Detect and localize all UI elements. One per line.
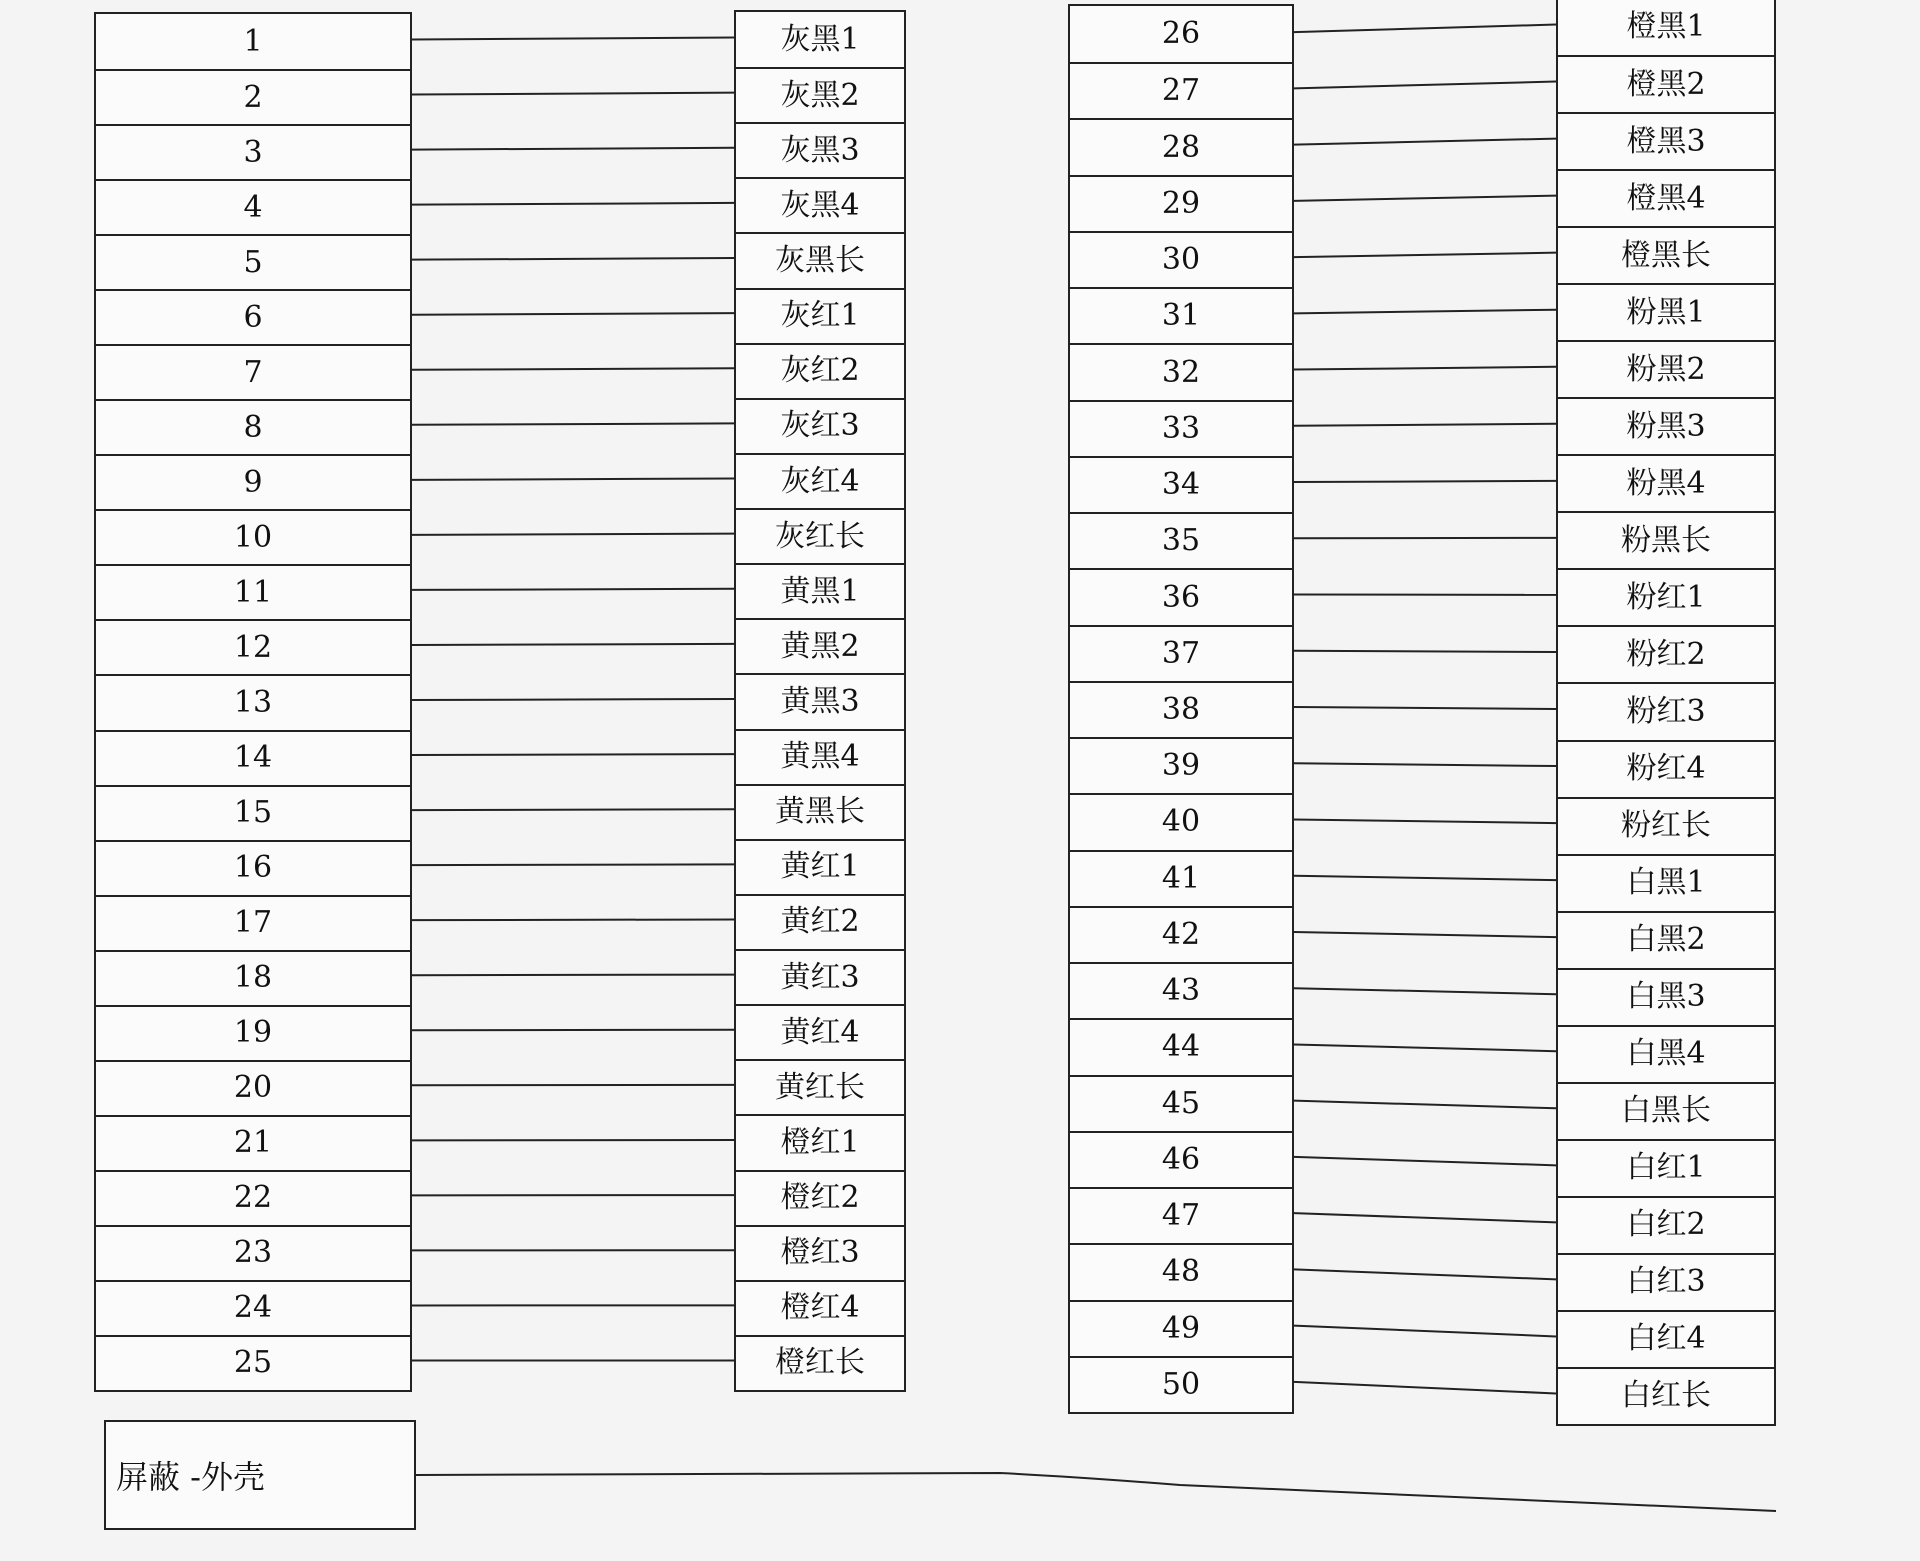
connection-line xyxy=(412,1030,734,1031)
pin-cell: 18 xyxy=(96,950,410,1005)
connection-line xyxy=(412,864,734,865)
wire-color-cell: 白黑1 xyxy=(1558,854,1774,911)
shield-label: 屏蔽 -外壳 xyxy=(116,1458,265,1496)
wire-color-cell: 白黑2 xyxy=(1558,911,1774,968)
connection-line xyxy=(1294,651,1556,652)
connection-line xyxy=(412,258,734,260)
pin-cell: 19 xyxy=(96,1005,410,1060)
wire-color-cell: 橙黑2 xyxy=(1558,55,1774,112)
connection-line xyxy=(412,479,734,480)
connection-line xyxy=(412,699,734,700)
wire-color-cell: 黄红长 xyxy=(736,1059,904,1114)
pin-cell: 1 xyxy=(243,23,263,59)
wire-color-cell: 黄黑长 xyxy=(736,784,904,839)
pin-cell: 34 xyxy=(1070,456,1292,512)
wire-color-cell: 橙黑3 xyxy=(1558,112,1774,169)
pin-cell: 26 xyxy=(1161,16,1201,52)
pin-column-right xyxy=(1068,4,1294,1414)
wire-color-cell: 黄红1 xyxy=(736,839,904,894)
wire-color-cell: 黄黑4 xyxy=(736,729,904,784)
connection-line xyxy=(1294,1101,1556,1109)
connection-line xyxy=(412,423,734,424)
connection-line xyxy=(1294,1269,1556,1279)
connection-line xyxy=(1294,367,1556,370)
pin-cell: 30 xyxy=(1070,231,1292,287)
pin-cell: 8 xyxy=(96,399,410,454)
connection-line xyxy=(412,919,734,920)
pin-cell: 41 xyxy=(1070,850,1292,906)
pin-cell: 49 xyxy=(1070,1300,1292,1356)
wire-color-cell: 灰红4 xyxy=(736,453,904,508)
wire-color-cell: 灰黑2 xyxy=(736,67,904,122)
connection-line xyxy=(412,148,734,150)
wire-color-cell: 橙红1 xyxy=(736,1114,904,1169)
wire-color-cell: 橙红长 xyxy=(736,1335,904,1390)
wire-color-cell: 灰黑1 xyxy=(780,21,860,57)
pin-cell: 29 xyxy=(1070,175,1292,231)
connection-line xyxy=(1294,424,1556,426)
connection-line xyxy=(1294,1213,1556,1222)
wire-color-cell: 橙黑4 xyxy=(1558,169,1774,226)
connection-line xyxy=(1294,196,1556,201)
wire-color-cell: 灰红长 xyxy=(736,508,904,563)
pin-cell: 33 xyxy=(1070,400,1292,456)
pin-cell: 16 xyxy=(96,840,410,895)
connection-line xyxy=(1294,310,1556,314)
connection-line xyxy=(412,809,734,810)
wire-color-cell: 橙红4 xyxy=(736,1280,904,1335)
connection-line xyxy=(412,589,734,590)
pin-cell: 27 xyxy=(1070,62,1292,118)
wire-color-cell: 橙黑长 xyxy=(1558,226,1774,283)
pin-column-left xyxy=(94,12,412,1392)
wire-color-cell: 白黑3 xyxy=(1558,968,1774,1025)
pin-cell: 23 xyxy=(96,1225,410,1280)
connection-line xyxy=(412,313,734,315)
wire-color-cell: 橙黑1 xyxy=(1626,8,1706,44)
wire-color-cell: 黄红3 xyxy=(736,949,904,1004)
wire-color-cell: 灰黑3 xyxy=(736,122,904,177)
connection-line xyxy=(1294,82,1556,89)
pin-cell: 28 xyxy=(1070,118,1292,174)
wire-color-cell: 粉黑1 xyxy=(1558,283,1774,340)
pin-cell: 42 xyxy=(1070,906,1292,962)
connection-line xyxy=(1294,25,1556,33)
pin-cell: 22 xyxy=(96,1170,410,1225)
wire-color-cell: 黄红2 xyxy=(736,894,904,949)
pin-cell: 25 xyxy=(96,1335,410,1390)
connection-line xyxy=(1294,932,1556,937)
pin-cell: 44 xyxy=(1070,1018,1292,1074)
wire-color-cell: 粉黑2 xyxy=(1558,340,1774,397)
wire-color-cell: 粉黑长 xyxy=(1558,511,1774,568)
pin-cell: 24 xyxy=(96,1280,410,1335)
pin-cell: 12 xyxy=(96,619,410,674)
pin-cell: 17 xyxy=(96,895,410,950)
pin-cell: 15 xyxy=(96,785,410,840)
wire-color-cell: 白红2 xyxy=(1558,1196,1774,1253)
connection-line xyxy=(412,534,734,535)
wire-color-cell: 黄红4 xyxy=(736,1004,904,1059)
pin-cell: 47 xyxy=(1070,1187,1292,1243)
wire-color-cell: 粉黑4 xyxy=(1558,454,1774,511)
wire-color-cell: 白红长 xyxy=(1558,1367,1774,1424)
pin-cell: 40 xyxy=(1070,793,1292,849)
pin-cell: 5 xyxy=(96,234,410,289)
connection-line xyxy=(1294,763,1556,766)
connection-line xyxy=(1294,253,1556,257)
pin-cell: 4 xyxy=(96,179,410,234)
wire-color-cell: 黄黑2 xyxy=(736,618,904,673)
pin-cell: 46 xyxy=(1070,1131,1292,1187)
pin-cell: 48 xyxy=(1070,1243,1292,1299)
connection-line xyxy=(412,368,734,369)
pin-cell: 3 xyxy=(96,124,410,179)
pin-cell: 13 xyxy=(96,674,410,729)
pin-cell: 21 xyxy=(96,1115,410,1170)
pin-cell: 9 xyxy=(96,454,410,509)
connection-line xyxy=(1294,1157,1556,1165)
wire-column-left xyxy=(734,10,906,1392)
wire-color-cell: 白红3 xyxy=(1558,1253,1774,1310)
wire-color-cell: 橙红3 xyxy=(736,1225,904,1280)
pin-cell: 6 xyxy=(96,289,410,344)
pin-cell: 14 xyxy=(96,730,410,785)
pin-cell: 39 xyxy=(1070,737,1292,793)
wire-color-cell: 灰黑4 xyxy=(736,177,904,232)
wire-color-cell: 白黑4 xyxy=(1558,1025,1774,1082)
pin-cell: 50 xyxy=(1070,1356,1292,1412)
wire-color-cell: 粉黑3 xyxy=(1558,397,1774,454)
wire-color-cell: 白红1 xyxy=(1558,1139,1774,1196)
pin-cell: 32 xyxy=(1070,343,1292,399)
pin-cell: 36 xyxy=(1070,568,1292,624)
connection-line xyxy=(412,975,734,976)
wire-color-cell: 灰红3 xyxy=(736,398,904,453)
pin-cell: 37 xyxy=(1070,625,1292,681)
pin-cell: 43 xyxy=(1070,962,1292,1018)
connection-line xyxy=(412,754,734,755)
wire-color-cell: 粉红2 xyxy=(1558,625,1774,682)
wire-color-cell: 黄黑1 xyxy=(736,563,904,618)
wire-color-cell: 粉红1 xyxy=(1558,568,1774,625)
pin-cell: 7 xyxy=(96,344,410,399)
connection-line xyxy=(1294,819,1556,823)
wire-color-cell: 橙红2 xyxy=(736,1170,904,1225)
connection-line xyxy=(1294,1326,1556,1337)
connection-line xyxy=(412,203,734,205)
pin-cell: 2 xyxy=(96,69,410,124)
connection-line xyxy=(1294,876,1556,880)
pin-cell: 31 xyxy=(1070,287,1292,343)
wire-color-cell: 黄黑3 xyxy=(736,673,904,728)
wire-color-cell: 白黑长 xyxy=(1558,1082,1774,1139)
connection-line xyxy=(1294,988,1556,994)
pin-cell: 20 xyxy=(96,1060,410,1115)
pin-cell: 45 xyxy=(1070,1075,1292,1131)
wire-column-right xyxy=(1556,0,1776,1426)
connection-line xyxy=(1294,139,1556,145)
pin-cell: 10 xyxy=(96,509,410,564)
connection-line xyxy=(1294,1044,1556,1051)
connection-line xyxy=(1294,707,1556,709)
wire-color-cell: 粉红4 xyxy=(1558,740,1774,797)
connection-line xyxy=(412,38,734,40)
connection-line xyxy=(412,93,734,95)
wire-color-cell: 白红4 xyxy=(1558,1310,1774,1367)
connection-line xyxy=(412,644,734,645)
shield-line xyxy=(416,1473,1776,1511)
wire-color-cell: 粉红长 xyxy=(1558,797,1774,854)
connection-line xyxy=(1294,1382,1556,1394)
wire-color-cell: 灰红1 xyxy=(736,288,904,343)
wire-color-cell: 灰黑长 xyxy=(736,232,904,287)
wire-color-cell: 灰红2 xyxy=(736,343,904,398)
pin-cell: 35 xyxy=(1070,512,1292,568)
pin-cell: 11 xyxy=(96,564,410,619)
shield-label-box xyxy=(104,1420,416,1530)
pin-cell: 38 xyxy=(1070,681,1292,737)
connection-line xyxy=(1294,481,1556,482)
wire-color-cell: 粉红3 xyxy=(1558,682,1774,739)
